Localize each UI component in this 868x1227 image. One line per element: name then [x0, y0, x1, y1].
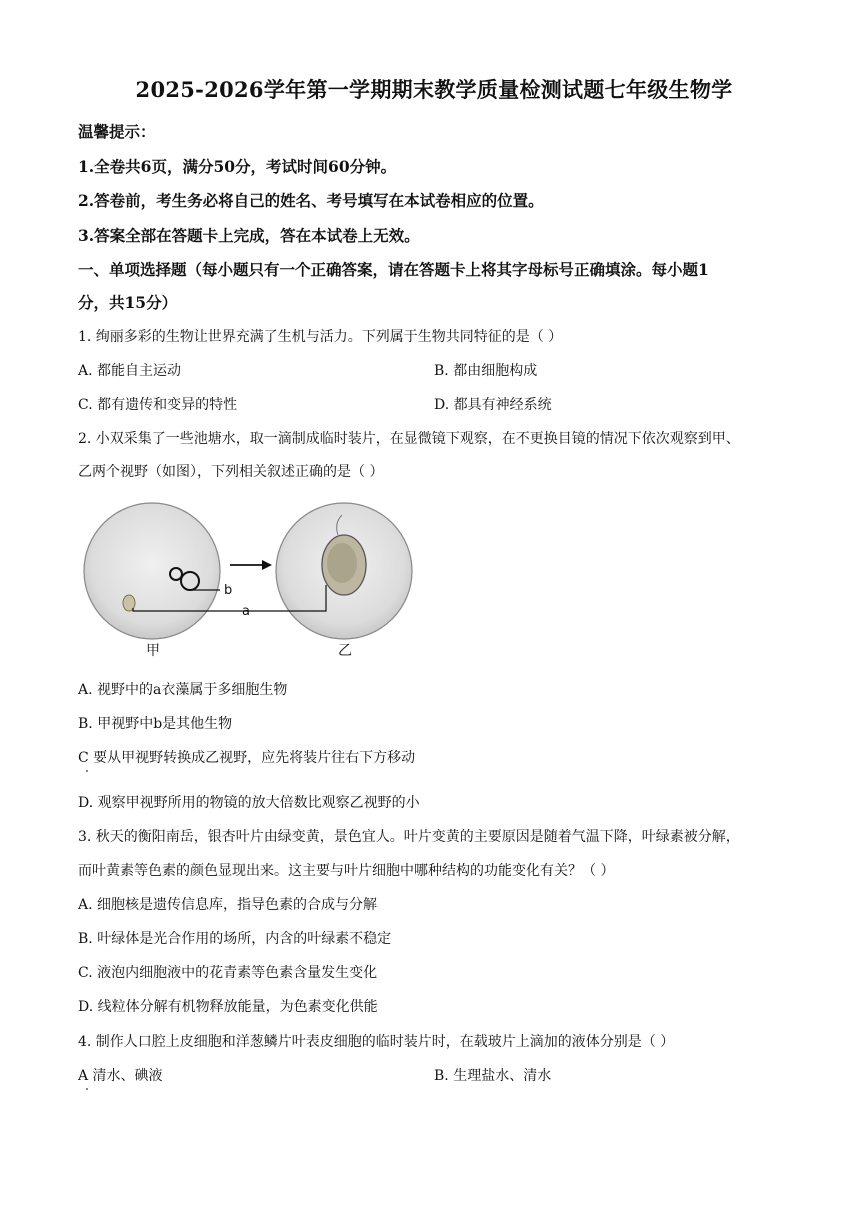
- section-heading-line1: 一、单项选择题（每小题只有一个正确答案，请在答题卡上将其字母标号正确填涂。每小题1: [78, 260, 709, 279]
- section-heading-line2: 分，共15分）: [78, 293, 178, 312]
- label-a: a: [242, 604, 250, 619]
- q4-option-b: B. 生理盐水、清水: [434, 1068, 552, 1084]
- tip-2: 2.答卷前，考生务必将自己的姓名、考号填写在本试卷相应的位置。: [78, 191, 544, 210]
- label-yi: 乙: [338, 643, 352, 659]
- q3-option-d: D. 线粒体分解有机物释放能量，为色素变化供能: [78, 999, 378, 1015]
- q3-option-c: C. 液泡内细胞液中的花青素等色素含量发生变化: [78, 965, 378, 981]
- q2-option-a: A. 视野中的a衣藻属于多细胞生物: [78, 682, 288, 698]
- q1-option-d: D. 都具有神经系统: [434, 397, 552, 413]
- stray-mark-2: [86, 1088, 88, 1090]
- label-b: b: [224, 583, 233, 598]
- q1-stem: 1. 绚丽多彩的生物让世界充满了生机与活力。下列属于生物共同特征的是（ ）: [78, 329, 563, 345]
- q1-option-a: A. 都能自主运动: [78, 363, 182, 379]
- q4-option-a: A 清水、碘液: [78, 1068, 163, 1084]
- q3-option-b: B. 叶绿体是光合作用的场所，内含的叶绿素不稳定: [78, 931, 392, 947]
- q2-option-c: C 要从甲视野转换成乙视野，应先将装片往右下方移动: [78, 750, 416, 766]
- q1-option-c: C. 都有遗传和变异的特性: [78, 397, 238, 413]
- label-jia: 甲: [146, 643, 160, 659]
- q2-stem-line2: 乙两个视野（如图），下列相关叙述正确的是（ ）: [78, 464, 384, 480]
- view-jia-circle: [84, 503, 220, 639]
- exam-title: 2025-2026学年第一学期期末教学质量检测试题七年级生物学: [135, 77, 733, 102]
- q3-stem-line1: 3. 秋天的衡阳南岳，银杏叶片由绿变黄，景色宜人。叶片变黄的主要原因是随着气温下降，叶绿素被分解，: [78, 829, 740, 845]
- q2-option-d: D. 观察甲视野所用的物镜的放大倍数比观察乙视野的小: [78, 795, 420, 811]
- q4-stem: 4. 制作人口腔上皮细胞和洋葱鳞片叶表皮细胞的临时装片时，在载玻片上滴加的液体分别是（ ）: [78, 1034, 675, 1050]
- tips-heading: 温馨提示：: [78, 122, 156, 141]
- q2-option-b: B. 甲视野中b是其他生物: [78, 716, 233, 732]
- q3-option-a: A. 细胞核是遗传信息库，指导色素的合成与分解: [78, 897, 378, 913]
- q1-option-b: B. 都由细胞构成: [434, 363, 538, 379]
- tip-1: 1.全卷共6页，满分50分，考试时间60分钟。: [78, 157, 397, 176]
- arrow-head-icon: [262, 560, 272, 570]
- stray-mark: [86, 770, 88, 772]
- microscope-figure: [80, 493, 420, 663]
- tip-3: 3.答案全部在答题卡上完成，答在本试卷上无效。: [78, 226, 420, 245]
- q3-stem-line2: 而叶黄素等色素的颜色显现出来。这主要与叶片细胞中哪种结构的功能变化有关？（ ）: [78, 863, 615, 879]
- q2-stem-line1: 2. 小双采集了一些池塘水，取一滴制成临时装片，在显微镜下观察，在不更换目镜的情况下依次观察到甲、: [78, 431, 740, 447]
